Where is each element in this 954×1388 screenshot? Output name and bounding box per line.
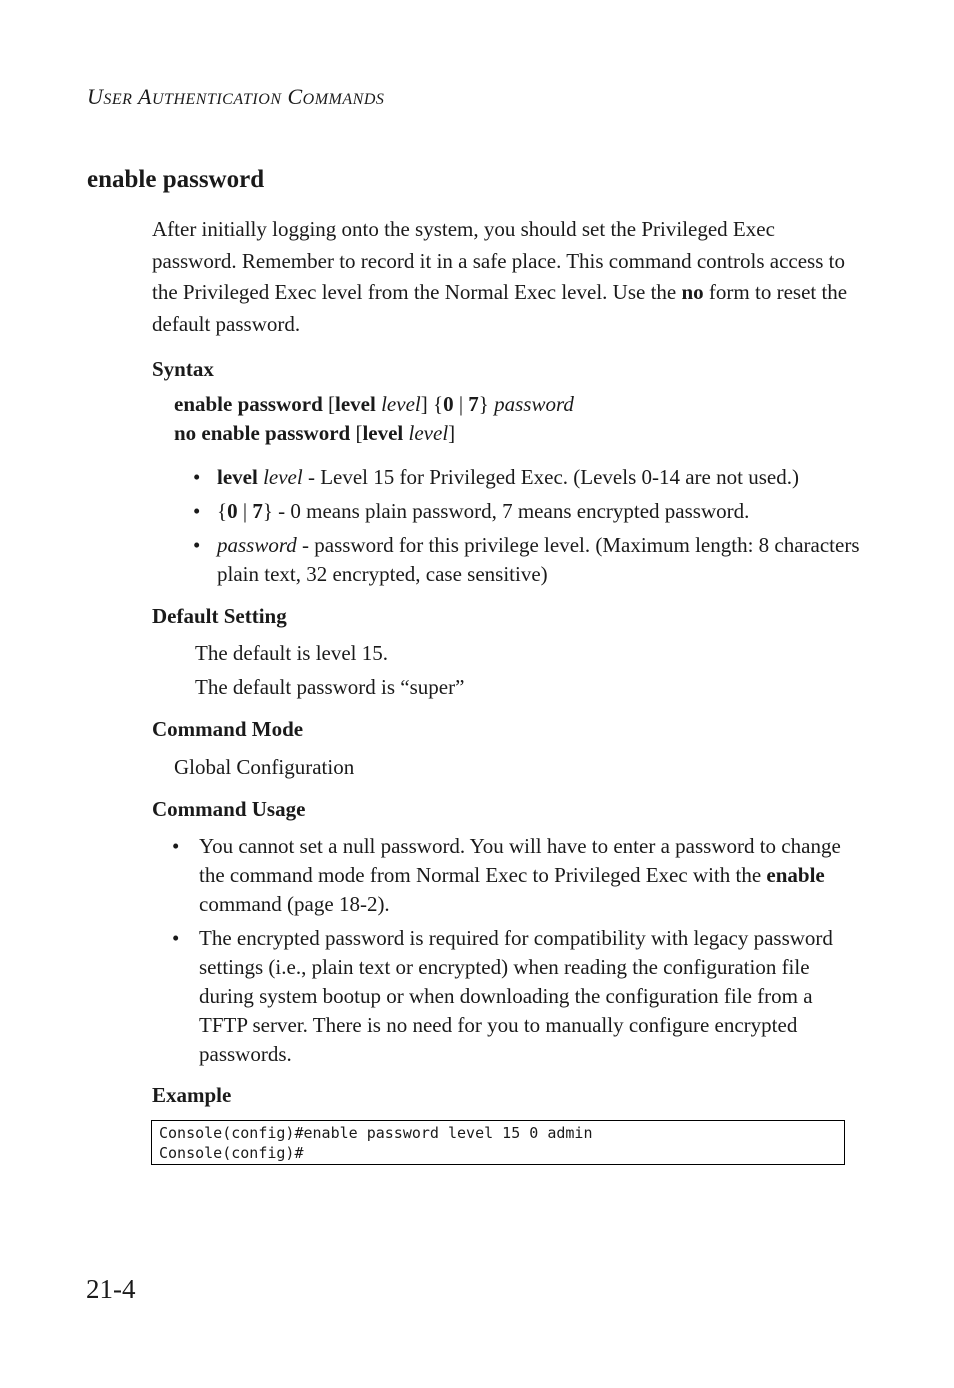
example-heading: Example bbox=[152, 1083, 232, 1107]
running-head-small-caps: OMMANDS bbox=[302, 91, 385, 108]
syntax-command: no enable password bbox=[174, 421, 351, 445]
code-line: Console(config)#enable password level 15 0 admin bbox=[159, 1124, 593, 1142]
syntax-keyword: level bbox=[362, 421, 404, 445]
section-title: enable password bbox=[87, 166, 265, 193]
command-usage-heading: Command Usage bbox=[152, 797, 306, 821]
command-mode-heading: Command Mode bbox=[152, 717, 304, 741]
list-item bbox=[193, 463, 873, 492]
syntax-bracket: [ bbox=[322, 392, 336, 416]
syntax-keyword: 7 bbox=[468, 392, 479, 416]
syntax-bracket: } bbox=[478, 392, 489, 416]
default-setting-heading: Default Setting bbox=[152, 604, 287, 628]
syntax-command: enable password bbox=[174, 392, 323, 416]
default-level-text: The default is level 15. bbox=[195, 641, 389, 665]
syntax-argument: level bbox=[408, 421, 449, 445]
bullet-glyph: • bbox=[193, 533, 201, 557]
syntax-pipe: | bbox=[453, 392, 469, 416]
param-argument: password bbox=[217, 533, 297, 557]
list-item: • The encrypted password is required for compatibility with legacy password settings (i.e., plain text or encrypted) when reading the configuration file during system bootup or when downloading the configuration file from a TFTP server. There is no need for you to manually configure encrypted passwords. bbox=[172, 924, 862, 1069]
syntax-bracket: ] { bbox=[420, 392, 444, 416]
param-description: - Level 15 for Privileged Exec. (Levels 0-14 are not used.) bbox=[302, 465, 799, 489]
code-line: Console(config)# bbox=[159, 1144, 304, 1162]
syntax-argument: level bbox=[381, 392, 421, 416]
param-keyword: level bbox=[217, 465, 258, 489]
list-item: • {0 | 7} - 0 means plain password, 7 means encrypted password. bbox=[193, 497, 873, 526]
bullet-glyph: • bbox=[172, 926, 180, 950]
param-argument: level bbox=[263, 465, 303, 489]
param-keyword: 0 bbox=[227, 499, 238, 523]
param-description: - password for this privilege level. (Maximum length: 8 characters plain text, 32 encrypted, case sensitive) bbox=[217, 533, 860, 586]
running-head-cap: U bbox=[87, 84, 104, 109]
usage-command-keyword: enable bbox=[766, 863, 825, 887]
syntax-line-enable bbox=[174, 392, 574, 417]
running-head bbox=[87, 84, 384, 110]
intro-bold: no bbox=[681, 280, 704, 304]
syntax-argument: password bbox=[494, 392, 574, 416]
command-mode-value: Global Configuration bbox=[174, 755, 355, 779]
page-number: 21-4 bbox=[86, 1274, 136, 1304]
running-head-cap: A bbox=[138, 84, 152, 109]
intro-tail: form to reset the default password. bbox=[152, 280, 848, 336]
syntax-param-list bbox=[193, 463, 873, 594]
intro-paragraph bbox=[152, 214, 852, 340]
running-head-small-caps: SER bbox=[103, 91, 133, 108]
syntax-keyword: 0 bbox=[443, 392, 454, 416]
bullet-glyph: • bbox=[193, 499, 201, 523]
param-keyword: 7 bbox=[252, 499, 263, 523]
list-item bbox=[193, 531, 873, 589]
default-password-text: The default password is “super” bbox=[195, 675, 465, 699]
param-description: } - 0 means plain password, 7 means encrypted password. bbox=[262, 499, 750, 523]
syntax-heading: Syntax bbox=[152, 357, 214, 381]
syntax-bracket: [ bbox=[350, 421, 363, 445]
list-item: • You cannot set a null password. You will have to enter a password to change the command mode from Normal Exec to Privileged Exec with the enable command (page 18-2). bbox=[172, 832, 862, 919]
bullet-glyph: • bbox=[193, 465, 201, 489]
bullet-glyph: • bbox=[172, 834, 180, 858]
syntax-line-no-enable bbox=[174, 421, 455, 446]
intro-text: After initially logging onto the system, you should set the Privileged Exec password. Remember to record it in a safe place. This command controls access to the Privileged Exec level from the Normal Exec level. Use the bbox=[152, 217, 845, 304]
syntax-keyword: level bbox=[335, 392, 376, 416]
running-head-cap: C bbox=[287, 84, 303, 109]
example-code-block bbox=[151, 1120, 845, 1165]
command-usage-list bbox=[172, 832, 862, 1074]
syntax-bracket: ] bbox=[448, 421, 456, 445]
running-head-small-caps: UTHENTICATION bbox=[152, 91, 282, 108]
